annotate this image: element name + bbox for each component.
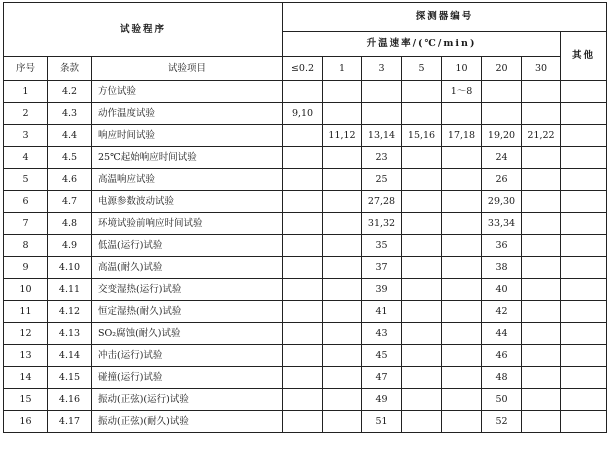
cell-rate-5	[402, 191, 442, 213]
table-row	[4, 169, 607, 191]
cell-rate-1	[323, 213, 362, 235]
cell-rate-le-0.2	[283, 279, 323, 301]
cell-other	[561, 389, 607, 411]
cell-rate-1	[323, 103, 362, 125]
cell-rate-3: 35	[362, 235, 402, 257]
cell-rate-3: 27,28	[362, 191, 402, 213]
cell-rate-3: 13,14	[362, 125, 402, 147]
cell-seq: 9	[4, 257, 48, 279]
cell-test-item: 碰撞(运行)试验	[92, 367, 283, 389]
header-test-procedure: 试验程序	[4, 3, 283, 57]
table-row	[4, 323, 607, 345]
cell-rate-1	[323, 147, 362, 169]
cell-rate-20: 44	[482, 323, 522, 345]
cell-rate-10	[442, 169, 482, 191]
cell-rate-5	[402, 81, 442, 103]
cell-other	[561, 103, 607, 125]
table-row	[4, 301, 607, 323]
table-row	[4, 81, 607, 103]
header-row-3	[4, 57, 607, 81]
cell-test-item: SO₂腐蚀(耐久)试验	[92, 323, 283, 345]
cell-seq: 14	[4, 367, 48, 389]
cell-rate-5	[402, 213, 442, 235]
cell-rate-20: 26	[482, 169, 522, 191]
cell-rate-30	[522, 411, 561, 433]
cell-rate-3: 41	[362, 301, 402, 323]
cell-rate-10: 17,18	[442, 125, 482, 147]
cell-rate-1	[323, 279, 362, 301]
cell-rate-30	[522, 367, 561, 389]
cell-clause: 4.9	[48, 235, 92, 257]
cell-test-item: 恒定湿热(耐久)试验	[92, 301, 283, 323]
cell-test-item: 振动(正弦)(耐久)试验	[92, 411, 283, 433]
cell-seq: 5	[4, 169, 48, 191]
cell-other	[561, 169, 607, 191]
header-rate-10: 10	[442, 57, 482, 81]
cell-rate-10: 1～8	[442, 81, 482, 103]
cell-clause: 4.6	[48, 169, 92, 191]
cell-seq: 6	[4, 191, 48, 213]
cell-clause: 4.12	[48, 301, 92, 323]
cell-seq: 13	[4, 345, 48, 367]
cell-rate-20: 42	[482, 301, 522, 323]
header-rate-5: 5	[402, 57, 442, 81]
cell-rate-3: 39	[362, 279, 402, 301]
cell-rate-3: 51	[362, 411, 402, 433]
cell-rate-5	[402, 411, 442, 433]
cell-clause: 4.14	[48, 345, 92, 367]
cell-rate-le-0.2	[283, 389, 323, 411]
cell-other	[561, 411, 607, 433]
cell-rate-3	[362, 103, 402, 125]
cell-rate-1	[323, 389, 362, 411]
cell-rate-20: 33,34	[482, 213, 522, 235]
cell-rate-3: 43	[362, 323, 402, 345]
cell-seq: 4	[4, 147, 48, 169]
cell-seq: 2	[4, 103, 48, 125]
cell-rate-20: 36	[482, 235, 522, 257]
cell-other	[561, 279, 607, 301]
cell-rate-3	[362, 81, 402, 103]
header-clause: 条款	[48, 57, 92, 81]
cell-rate-le-0.2	[283, 147, 323, 169]
cell-other	[561, 257, 607, 279]
cell-rate-30	[522, 213, 561, 235]
cell-rate-1	[323, 411, 362, 433]
cell-rate-10	[442, 147, 482, 169]
header-rate-le-0.2: ≤0.2	[283, 57, 323, 81]
cell-seq: 8	[4, 235, 48, 257]
table-row	[4, 191, 607, 213]
table-row	[4, 345, 607, 367]
header-rate-3: 3	[362, 57, 402, 81]
table-row	[4, 389, 607, 411]
cell-rate-1	[323, 235, 362, 257]
cell-other	[561, 147, 607, 169]
cell-test-item: 高温(耐久)试验	[92, 257, 283, 279]
cell-clause: 4.5	[48, 147, 92, 169]
cell-rate-1	[323, 367, 362, 389]
cell-seq: 7	[4, 213, 48, 235]
cell-rate-5	[402, 367, 442, 389]
cell-rate-3: 49	[362, 389, 402, 411]
cell-clause: 4.3	[48, 103, 92, 125]
cell-seq: 3	[4, 125, 48, 147]
cell-rate-20: 24	[482, 147, 522, 169]
table-row	[4, 367, 607, 389]
cell-rate-le-0.2	[283, 169, 323, 191]
cell-test-item: 高温响应试验	[92, 169, 283, 191]
cell-rate-3: 31,32	[362, 213, 402, 235]
table-row	[4, 147, 607, 169]
cell-rate-20: 48	[482, 367, 522, 389]
cell-rate-le-0.2	[283, 125, 323, 147]
cell-clause: 4.15	[48, 367, 92, 389]
cell-rate-1: 11,12	[323, 125, 362, 147]
table-row	[4, 279, 607, 301]
table-row	[4, 103, 607, 125]
cell-rate-le-0.2	[283, 213, 323, 235]
header-rate-20: 20	[482, 57, 522, 81]
table-row	[4, 257, 607, 279]
cell-rate-5	[402, 257, 442, 279]
cell-test-item: 电源参数波动试验	[92, 191, 283, 213]
table-row	[4, 411, 607, 433]
cell-rate-1	[323, 169, 362, 191]
cell-rate-1	[323, 345, 362, 367]
cell-other	[561, 323, 607, 345]
cell-rate-20	[482, 103, 522, 125]
cell-rate-30	[522, 81, 561, 103]
cell-rate-le-0.2	[283, 235, 323, 257]
cell-rate-3: 23	[362, 147, 402, 169]
cell-rate-30	[522, 345, 561, 367]
cell-seq: 10	[4, 279, 48, 301]
cell-clause: 4.2	[48, 81, 92, 103]
cell-rate-10	[442, 345, 482, 367]
cell-rate-20: 46	[482, 345, 522, 367]
cell-seq: 16	[4, 411, 48, 433]
cell-rate-10	[442, 103, 482, 125]
cell-rate-20: 52	[482, 411, 522, 433]
cell-rate-5	[402, 103, 442, 125]
cell-rate-5: 15,16	[402, 125, 442, 147]
cell-rate-3: 45	[362, 345, 402, 367]
cell-test-item: 冲击(运行)试验	[92, 345, 283, 367]
cell-test-item: 25℃起始响应时间试验	[92, 147, 283, 169]
cell-rate-30	[522, 257, 561, 279]
cell-other	[561, 301, 607, 323]
header-other: 其他	[561, 32, 607, 81]
cell-rate-le-0.2: 9,10	[283, 103, 323, 125]
cell-rate-3: 47	[362, 367, 402, 389]
cell-rate-5	[402, 279, 442, 301]
cell-test-item: 低温(运行)试验	[92, 235, 283, 257]
cell-rate-20: 29,30	[482, 191, 522, 213]
cell-rate-30	[522, 103, 561, 125]
cell-rate-1	[323, 323, 362, 345]
cell-clause: 4.8	[48, 213, 92, 235]
cell-rate-le-0.2	[283, 301, 323, 323]
cell-rate-le-0.2	[283, 323, 323, 345]
cell-rate-30: 21,22	[522, 125, 561, 147]
cell-rate-20	[482, 81, 522, 103]
cell-seq: 1	[4, 81, 48, 103]
cell-test-item: 响应时间试验	[92, 125, 283, 147]
cell-rate-le-0.2	[283, 81, 323, 103]
cell-clause: 4.4	[48, 125, 92, 147]
cell-rate-le-0.2	[283, 411, 323, 433]
cell-rate-5	[402, 323, 442, 345]
cell-rate-20: 50	[482, 389, 522, 411]
cell-rate-10	[442, 213, 482, 235]
cell-rate-le-0.2	[283, 191, 323, 213]
cell-test-item: 环境试验前响应时间试验	[92, 213, 283, 235]
cell-rate-1	[323, 301, 362, 323]
cell-rate-30	[522, 147, 561, 169]
cell-rate-3: 25	[362, 169, 402, 191]
cell-rate-30	[522, 301, 561, 323]
cell-test-item: 交变湿热(运行)试验	[92, 279, 283, 301]
test-procedure-table-wrapper	[3, 2, 607, 433]
header-row-1	[4, 3, 607, 32]
cell-rate-10	[442, 191, 482, 213]
cell-rate-le-0.2	[283, 367, 323, 389]
cell-other	[561, 191, 607, 213]
cell-clause: 4.11	[48, 279, 92, 301]
cell-rate-30	[522, 235, 561, 257]
cell-rate-5	[402, 301, 442, 323]
cell-seq: 11	[4, 301, 48, 323]
header-test-item: 试验项目	[92, 57, 283, 81]
cell-seq: 15	[4, 389, 48, 411]
cell-rate-1	[323, 257, 362, 279]
cell-rate-10	[442, 235, 482, 257]
cell-rate-3: 37	[362, 257, 402, 279]
cell-rate-30	[522, 323, 561, 345]
cell-rate-20: 40	[482, 279, 522, 301]
cell-rate-20: 19,20	[482, 125, 522, 147]
cell-rate-30	[522, 191, 561, 213]
cell-other	[561, 81, 607, 103]
cell-clause: 4.7	[48, 191, 92, 213]
cell-rate-le-0.2	[283, 345, 323, 367]
cell-rate-30	[522, 279, 561, 301]
cell-test-item: 振动(正弦)(运行)试验	[92, 389, 283, 411]
table-row	[4, 213, 607, 235]
cell-rate-5	[402, 235, 442, 257]
table-row	[4, 125, 607, 147]
cell-rate-5	[402, 345, 442, 367]
header-heating-rate: 升温速率/(℃/min)	[283, 32, 561, 57]
cell-other	[561, 367, 607, 389]
cell-other	[561, 235, 607, 257]
cell-rate-30	[522, 169, 561, 191]
test-procedure-table	[3, 2, 607, 433]
cell-clause: 4.16	[48, 389, 92, 411]
cell-rate-le-0.2	[283, 257, 323, 279]
header-detector-number: 探测器编号	[283, 3, 607, 32]
cell-clause: 4.10	[48, 257, 92, 279]
cell-other	[561, 125, 607, 147]
header-seq: 序号	[4, 57, 48, 81]
cell-rate-10	[442, 257, 482, 279]
cell-rate-5	[402, 147, 442, 169]
cell-rate-20: 38	[482, 257, 522, 279]
cell-rate-1	[323, 191, 362, 213]
cell-rate-5	[402, 389, 442, 411]
cell-rate-30	[522, 389, 561, 411]
cell-rate-10	[442, 367, 482, 389]
table-row	[4, 235, 607, 257]
cell-rate-10	[442, 279, 482, 301]
cell-rate-10	[442, 411, 482, 433]
cell-clause: 4.17	[48, 411, 92, 433]
cell-other	[561, 213, 607, 235]
cell-other	[561, 345, 607, 367]
cell-clause: 4.13	[48, 323, 92, 345]
cell-seq: 12	[4, 323, 48, 345]
cell-rate-10	[442, 323, 482, 345]
header-rate-1: 1	[323, 57, 362, 81]
table-body	[4, 3, 607, 433]
cell-rate-5	[402, 169, 442, 191]
cell-rate-10	[442, 301, 482, 323]
cell-test-item: 动作温度试验	[92, 103, 283, 125]
cell-rate-1	[323, 81, 362, 103]
cell-test-item: 方位试验	[92, 81, 283, 103]
header-rate-30: 30	[522, 57, 561, 81]
cell-rate-10	[442, 389, 482, 411]
